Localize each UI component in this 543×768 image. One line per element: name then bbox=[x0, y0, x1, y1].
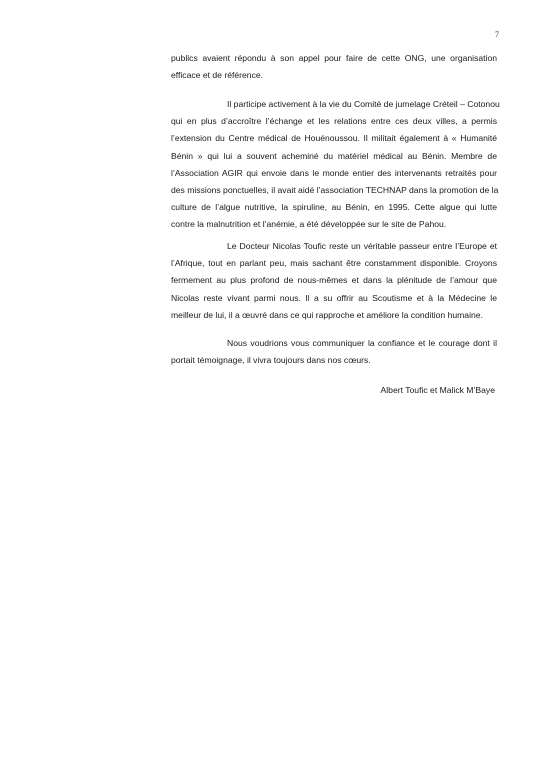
paragraph-4 bbox=[171, 335, 497, 369]
text-line: contre la malnutrition et l’anémie, a été développée sur le site de Pahou. bbox=[171, 219, 447, 230]
text-line: Nicolas reste vivant parmi nous. Il a su offrir au Scoutisme et à la Médecine le bbox=[171, 292, 497, 303]
page-number: 7 bbox=[495, 30, 499, 39]
text-line: qui en plus d’accroître l’échange et les relations entre ces deux villes, a permis bbox=[171, 116, 497, 127]
text-line: Nous voudrions vous communiquer la confiance et le courage dont il bbox=[227, 338, 497, 348]
signature: Albert Toufic et Malick M’Baye bbox=[380, 385, 495, 395]
text-line: l’Association AGIR qui envoie dans le monde entier des intervenants retraités pour bbox=[171, 167, 497, 178]
paragraph-2 bbox=[171, 96, 500, 234]
text-line: l’Afrique, tout en parlant peu, mais sachant être constamment disponible. Croyons bbox=[171, 258, 497, 269]
text-line: des missions ponctuelles, il avait aidé l’association TECHNAP dans la promotion de la bbox=[171, 184, 499, 195]
text-line: l’extension du Centre médical de Houénoussou. Il militait également à « Humanité bbox=[171, 133, 497, 144]
text-line: publics avaient répondu à son appel pour faire de cette ONG, une organisation bbox=[171, 53, 497, 63]
text-line: Bénin » qui lui a souvent acheminé du matériel médical au Bénin. Membre de bbox=[171, 150, 497, 161]
text-line: Le Docteur Nicolas Toufic reste un véritable passeur entre l’Europe et bbox=[227, 241, 497, 251]
paragraph-1 bbox=[171, 50, 497, 84]
text-line: efficace et de référence. bbox=[171, 70, 264, 81]
text-line: portait témoignage, il vivra toujours dans nos cœurs. bbox=[171, 355, 371, 366]
paragraph-3 bbox=[171, 238, 497, 324]
text-line: fermement au plus profond de nous-mêmes et dans la plénitude de l’amour que bbox=[171, 275, 497, 286]
text-line: Il participe activement à la vie du Comité de jumelage Créteil – Cotonou bbox=[227, 99, 500, 109]
text-line: meilleur de lui, il a œuvré dans ce qui rapproche et améliore la condition humaine. bbox=[171, 309, 483, 320]
text-line: culture de l’algue nutritive, la spiruline, au Bénin, en 1995. Cette algue qui lutte bbox=[171, 202, 497, 213]
